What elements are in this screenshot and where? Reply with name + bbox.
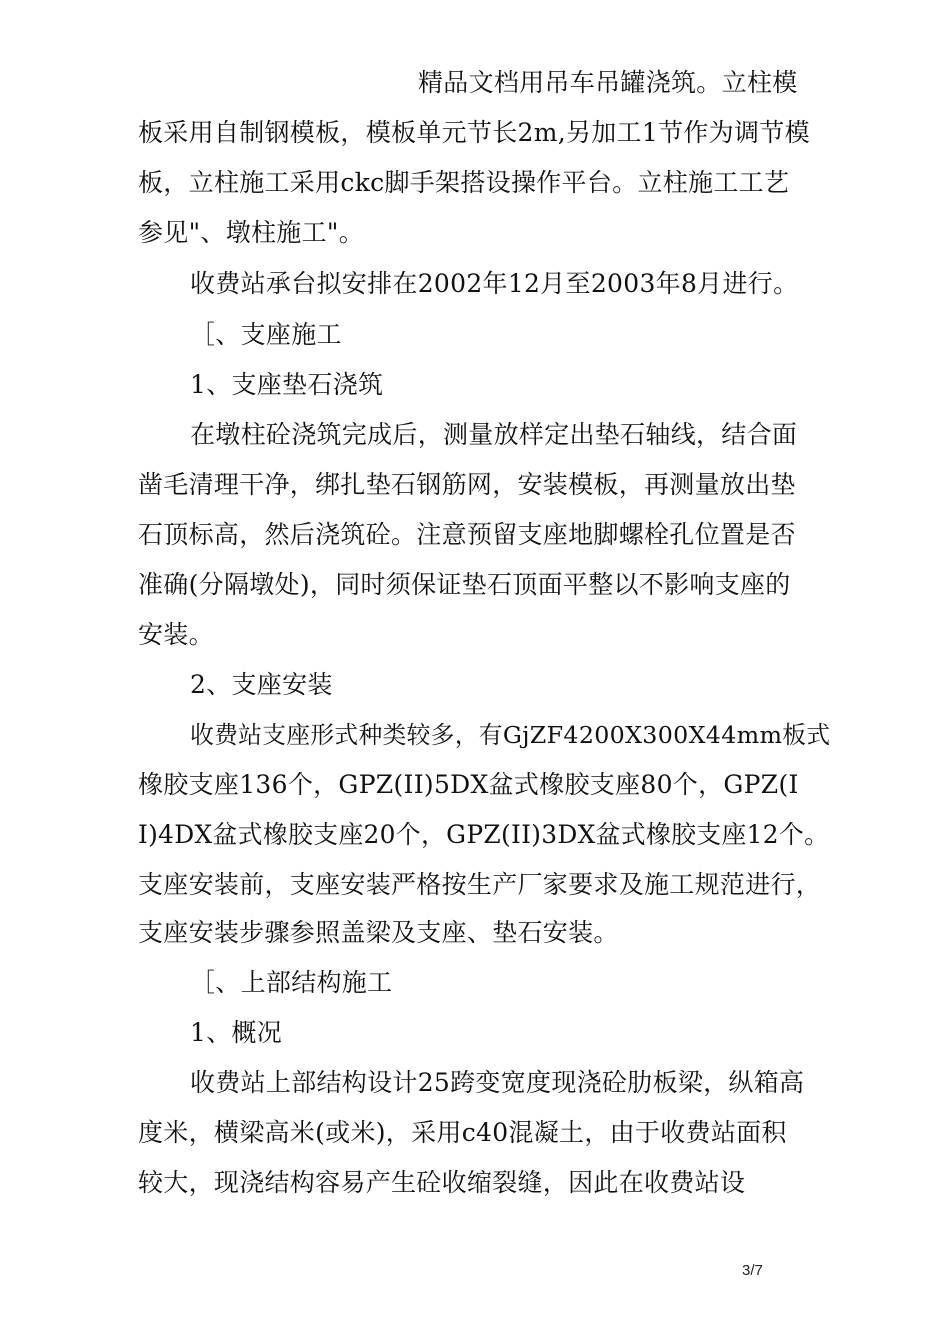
subheading-bearing-pad-pouring: 1、支座垫石浇筑 [190,370,384,399]
text-line-12: 安装。 [138,620,214,649]
text-line-3: 板，立柱施工采用ckc脚手架搭设操作平台。立柱施工工艺 [138,168,790,197]
text-line-1: 精品文档用吊车吊罐浇筑。立柱模 [418,68,798,97]
text-line-11: 准确(分隔墩处)，同时须保证垫石顶面平整以不影响支座的 [138,570,791,599]
subheading-bearing-installation: 2、支座安装 [190,670,333,699]
text-line-10: 石顶标高，然后浇筑砼。注意预留支座地脚螺栓孔位置是否 [138,520,796,549]
text-line-22: 度米，横梁高米(或米)，采用c40混凝土，由于收费站面积 [138,1118,787,1147]
section-heading-bearing-construction: ［、支座施工 [190,320,342,349]
text-line-9: 凿毛清理干净，绑扎垫石钢筋网，安装模板，再测量放出垫 [138,470,796,499]
page-number: 3/7 [742,1262,763,1279]
text-line-16: I)4DX盆式橡胶支座20个，GPZ(II)3DX盆式橡胶支座12个。 [138,820,830,849]
section-heading-superstructure: ［、上部结构施工 [190,968,393,997]
text-line-18: 支座安装步骤参照盖梁及支座、垫石安装。 [138,918,619,947]
text-line-21: 收费站上部结构设计25跨变宽度现浇砼肋板梁，纵箱高 [190,1068,805,1097]
text-line-17: 支座安装前，支座安装严格按生产厂家要求及施工规范进行， [138,870,822,899]
text-line-8: 在墩柱砼浇筑完成后，测量放样定出垫石轴线，结合面 [190,420,798,449]
text-line-23: 较大，现浇结构容易产生砼收缩裂缝，因此在收费站设 [138,1168,746,1197]
subheading-overview: 1、概况 [190,1018,283,1047]
text-line-15: 橡胶支座136个，GPZ(II)5DX盆式橡胶支座80个，GPZ(I [138,770,799,799]
text-line-5: 收费站承台拟安排在2002年12月至2003年8月进行。 [190,269,799,298]
text-line-4: 参见"、墩柱施工"。 [138,218,364,247]
text-line-2: 板采用自制钢模板，模板单元节长2m,另加工1节作为调节模 [138,118,810,147]
text-line-14: 收费站支座形式种类较多，有GjZF4200X300X44mm板式 [190,721,831,749]
